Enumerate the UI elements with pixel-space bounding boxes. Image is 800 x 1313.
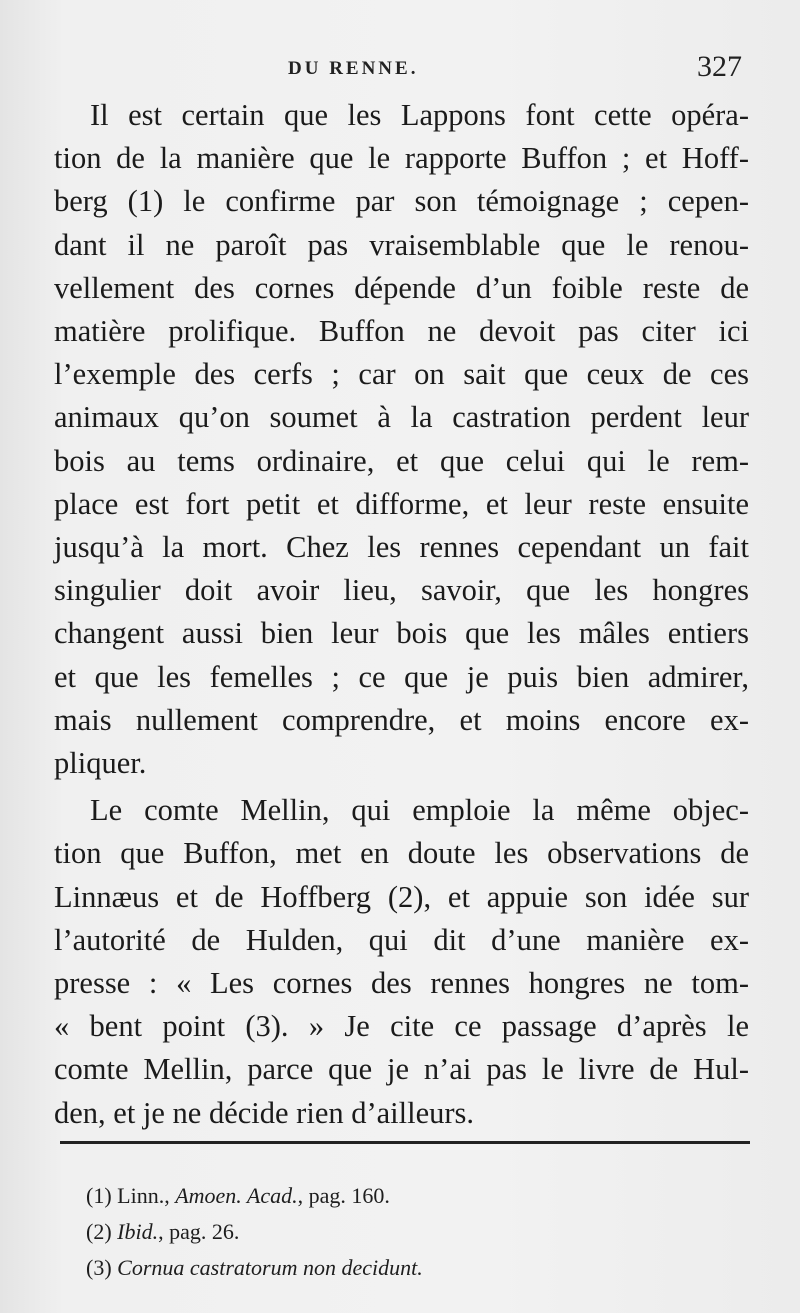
text-line: Linnæus et de Hoffberg (2), et appuie son idée sur: [54, 879, 749, 914]
footnote-marker: (1): [86, 1183, 112, 1208]
text-line: et que les femelles ; ce que je puis bien admirer,: [54, 659, 749, 694]
footnote-text: , pag. 160.: [297, 1183, 390, 1208]
text-line: den, et je ne décide rien d’ailleurs.: [54, 1095, 475, 1130]
running-head: DU RENNE.: [288, 58, 419, 79]
footnote-marker: (3): [86, 1255, 112, 1280]
text-line: changent aussi bien leur bois que les mâles entiers: [54, 616, 749, 651]
footnote-italic: Ibid.: [117, 1219, 159, 1244]
footnote-text: , pag. 26.: [158, 1219, 240, 1244]
text-line: « bent point (3). » Je cite ce passage d’après le: [54, 1009, 749, 1044]
text-line: mais nullement comprendre, et moins encore ex-: [54, 702, 749, 737]
footnotes: [86, 1178, 423, 1286]
footnote-divider: [60, 1141, 750, 1144]
text-line: l’autorité de Hulden, qui dit d’une manière ex-: [54, 922, 749, 957]
text-line: place est fort petit et difforme, et leur reste ensuite: [54, 486, 749, 521]
footnote-italic: Cornua castratorum non decidunt.: [117, 1255, 423, 1280]
text-line: dant il ne paroît pas vraisemblable que le renou-: [54, 227, 749, 262]
text-line: l’exemple des cerfs ; car on sait que ceux de ces: [54, 357, 749, 392]
text-line: matière prolifique. Buffon ne devoit pas citer ici: [54, 314, 749, 349]
text-line: Le comte Mellin, qui emploie la même objec-: [90, 793, 749, 828]
text-line: jusqu’à la mort. Chez les rennes cependant un fait: [54, 530, 749, 565]
page-header: [62, 52, 742, 92]
footnote-2: [86, 1214, 423, 1250]
text-line: pliquer.: [54, 746, 147, 781]
footnote-text: Linn.,: [117, 1183, 170, 1208]
footnote-1: [86, 1178, 423, 1214]
footnote-italic: Amoen. Acad.: [175, 1183, 298, 1208]
text-line: singulier doit avoir lieu, savoir, que les hongres: [54, 573, 749, 608]
paragraph-1: [54, 94, 749, 785]
footnote-3: [86, 1250, 423, 1286]
paragraph-2: [54, 789, 749, 1135]
text-line: tion que Buffon, met en doute les observations de: [54, 836, 749, 871]
text-line: tion de la manière que le rapporte Buffon ; et Hoff-: [54, 141, 749, 176]
text-line: vellement des cornes dépende d’un foible reste de: [54, 270, 749, 305]
footnote-marker: (2): [86, 1219, 112, 1244]
text-line: Il est certain que les Lappons font cette opéra-: [90, 98, 749, 132]
text-line: berg (1) le confirme par son témoignage ; cepen-: [54, 184, 749, 219]
text-line: animaux qu’on soumet à la castration perdent leur: [54, 400, 749, 435]
text-line: comte Mellin, parce que je n’ai pas le livre de Hul-: [54, 1052, 749, 1087]
text-line: presse : « Les cornes des rennes hongres ne tom-: [54, 966, 749, 1001]
page-number: 327: [697, 50, 742, 83]
body-text: [54, 94, 749, 1135]
text-line: bois au tems ordinaire, et que celui qui le rem-: [54, 443, 749, 478]
